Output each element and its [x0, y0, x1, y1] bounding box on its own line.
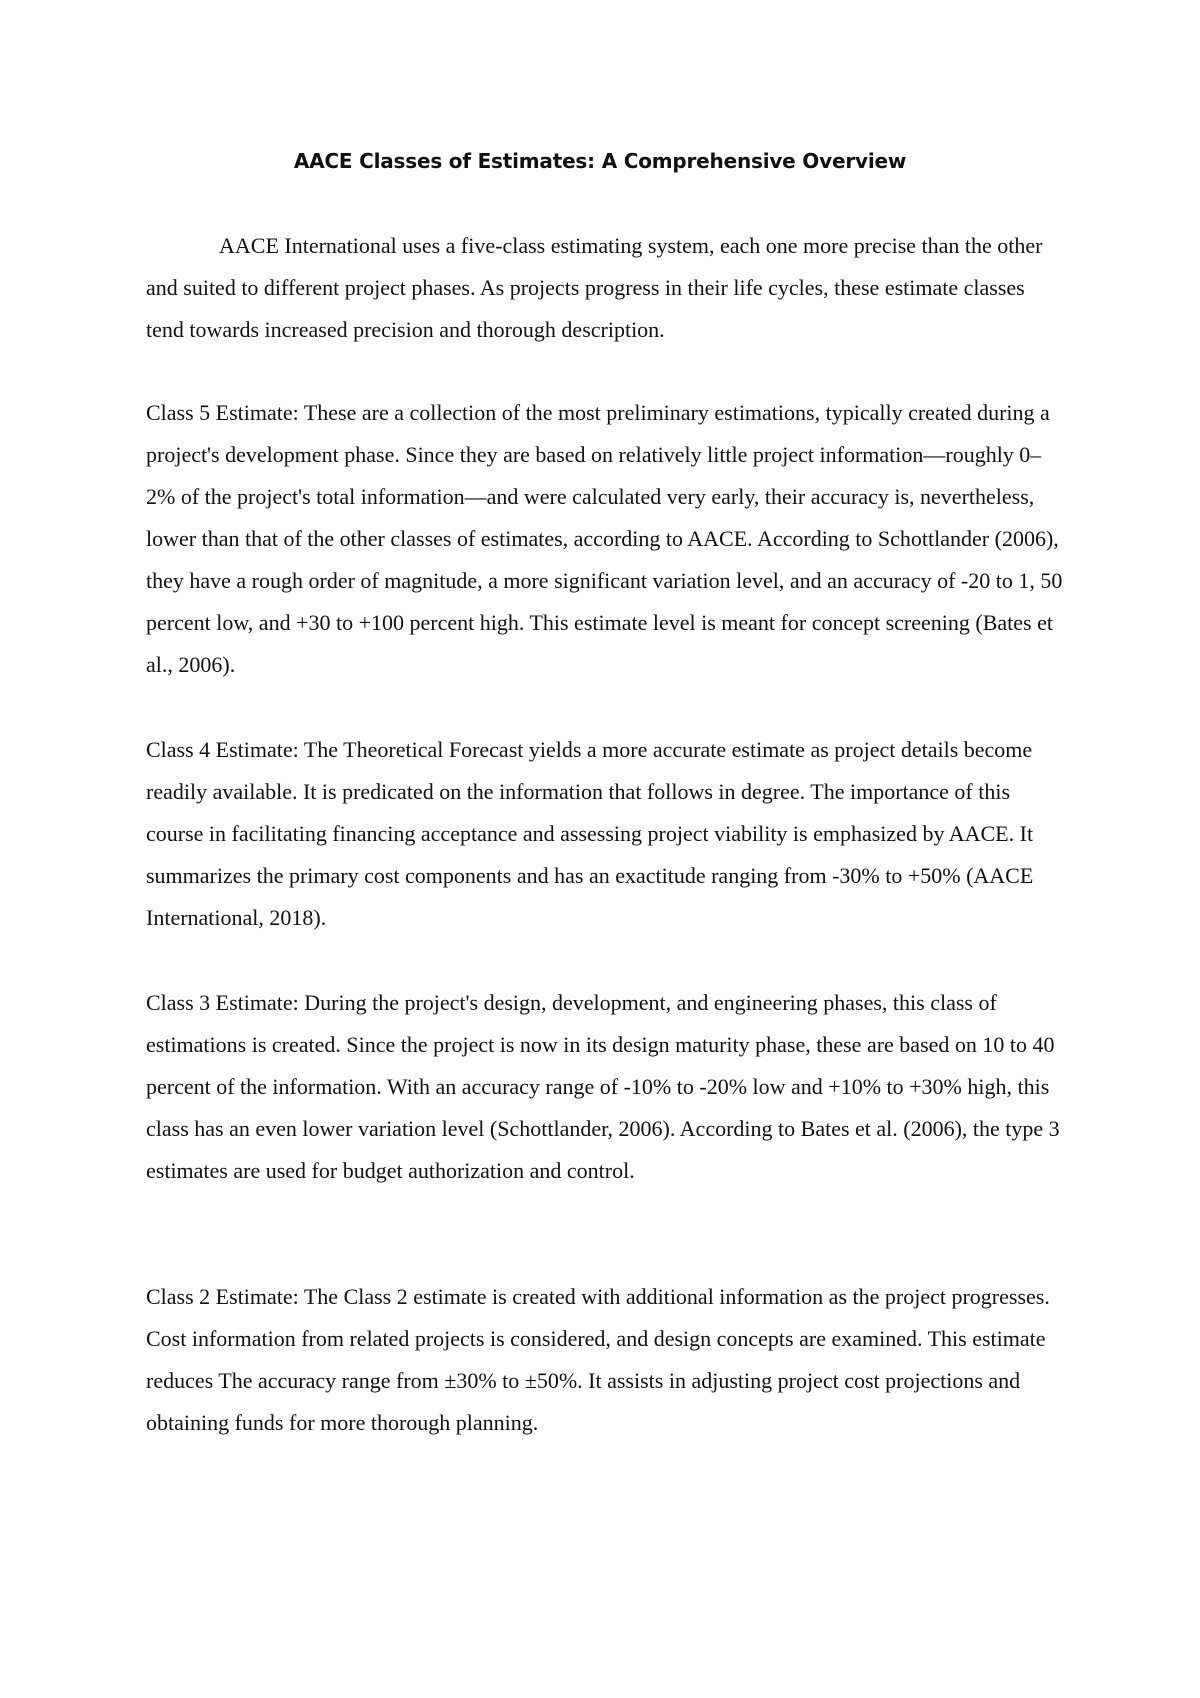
class-5-paragraph: Class 5 Estimate: These are a collection of the most preliminary estimations, typically created during a project's development phase. Since they are based on relatively little project information—roughly 0–2% of the project's total information—and were calculated very early, their accuracy is, nevertheless, lower than that of the other classes of estimates, according to AACE. According to Schottlander (2006), they have a rough order of magnitude, a more significant variation level, and an accuracy of -20 to 1, 50 percent low, and +30 to +100 percent high. This estimate level is meant for concept screening (Bates et al., 2006).: [146, 400, 1063, 677]
class-3-paragraph: Class 3 Estimate: During the project's design, development, and engineering phases, this class of estimations is created. Since the project is now in its design maturity phase, these are based on 10 to 40 percent of the information. With an accuracy range of -10% to -20% low and +10% to +30% high, this class has an even lower variation level (Schottlander, 2006). According to Bates et al. (2006), the type 3 estimates are used for budget authorization and control.: [146, 990, 1060, 1183]
document-title: AACE Classes of Estimates: A Comprehensive Overview: [293, 149, 907, 173]
intro-paragraph: AACE International uses a five-class estimating system, each one more precise than the other and suited to different project phases. As projects progress in their life cycles, these estimate classes tend towards increased precision and thorough description.: [146, 233, 1043, 342]
class-4-paragraph: Class 4 Estimate: The Theoretical Forecast yields a more accurate estimate as project details become readily available. It is predicated on the information that follows in degree. The importance of this course in facilitating financing acceptance and assessing project viability is emphasized by AACE. It summarizes the primary cost components and has an exactitude ranging from -30% to +50% (AACE International, 2018).: [146, 737, 1034, 930]
class-2-paragraph: Class 2 Estimate: The Class 2 estimate is created with additional information as the project progresses. Cost information from related projects is considered, and design concepts are examined. This estimate reduces The accuracy range from ±30% to ±50%. It assists in adjusting project cost projections and obtaining funds for more thorough planning.: [146, 1284, 1050, 1435]
